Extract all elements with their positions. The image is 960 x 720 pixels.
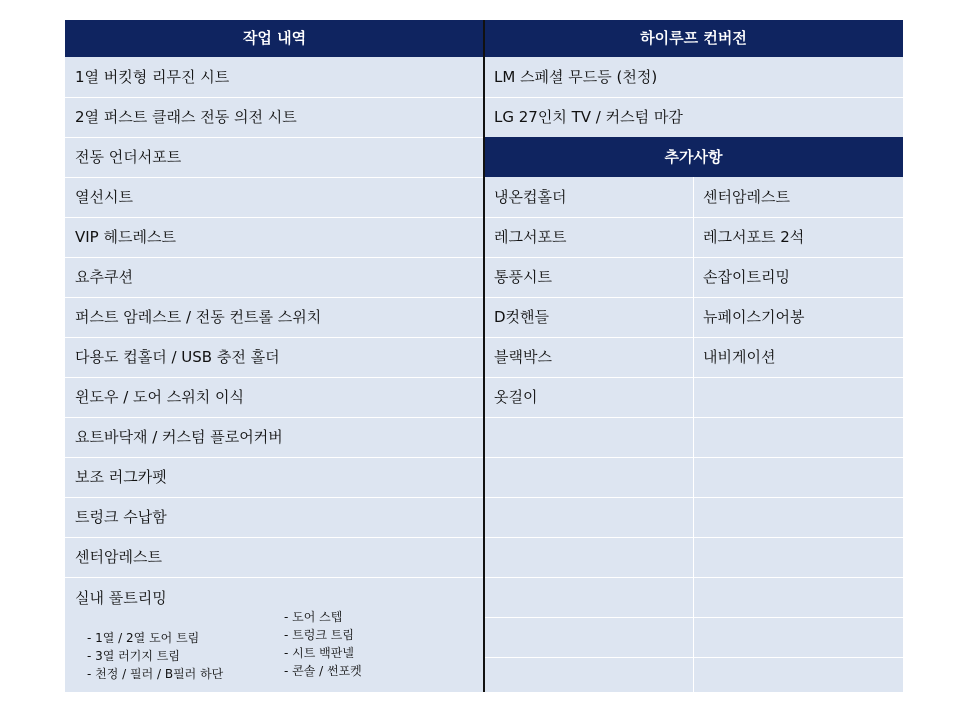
additional-item: 레그서포트 2석: [693, 217, 903, 257]
high-roof-item-1: LM 스페셜 무드등 (천정): [484, 57, 903, 97]
work-item-interior-trimming: [65, 577, 484, 692]
trim-left-item: - 천정 / 필러 / B필러 하단: [87, 667, 224, 681]
row-divider: [65, 537, 484, 538]
row-divider: [65, 177, 484, 178]
work-item-14: 실내 풀트리밍: [75, 589, 167, 607]
column-divider: [693, 177, 694, 692]
additional-item: 옷걸이: [484, 377, 693, 417]
trim-right-item: - 도어 스텝: [284, 610, 343, 624]
header-additional: 추가사항: [484, 137, 903, 177]
row-divider: [65, 457, 484, 458]
high-roof-item-2: LG 27인치 TV / 커스텀 마감: [484, 97, 903, 137]
work-item-11: 보조 러그카펫: [65, 457, 484, 497]
row-divider: [484, 97, 903, 98]
work-item-13: 센터암레스트: [65, 537, 484, 577]
work-item-8: 다용도 컵홀더 / USB 충전 홀더: [65, 337, 484, 377]
row-divider: [65, 337, 484, 338]
additional-item: 냉온컵홀더: [484, 177, 693, 217]
header-high-roof: 하이루프 컨버전: [484, 20, 903, 57]
work-item-12: 트렁크 수납함: [65, 497, 484, 537]
trim-right-item: - 트렁크 트림: [284, 628, 354, 642]
trim-right-item: - 콘솔 / 썬포켓: [284, 664, 362, 678]
trim-left-item: - 1열 / 2열 도어 트림: [87, 631, 200, 645]
trim-list-right: [284, 608, 362, 680]
row-divider: [65, 97, 484, 98]
additional-item: 내비게이션: [693, 337, 903, 377]
additional-item: 레그서포트: [484, 217, 693, 257]
work-item-6: 요추쿠션: [65, 257, 484, 297]
additional-item: D컷핸들: [484, 297, 693, 337]
row-divider: [65, 217, 484, 218]
row-divider: [65, 377, 484, 378]
additional-item: 뉴페이스기어봉: [693, 297, 903, 337]
additional-item: 손잡이트리밍: [693, 257, 903, 297]
trim-right-item: - 시트 백판넬: [284, 646, 354, 660]
empty-cell: [693, 417, 903, 692]
work-item-9: 윈도우 / 도어 스위치 이식: [65, 377, 484, 417]
trim-left-item: - 3열 러기지 트림: [87, 649, 180, 663]
empty-cell: [484, 417, 693, 692]
work-item-7: 퍼스트 암레스트 / 전동 컨트롤 스위치: [65, 297, 484, 337]
row-divider: [65, 497, 484, 498]
work-table: [65, 20, 903, 692]
additional-item: 통풍시트: [484, 257, 693, 297]
row-divider: [65, 577, 484, 578]
row-divider: [65, 257, 484, 258]
additional-item: 블랙박스: [484, 337, 693, 377]
row-divider: [65, 297, 484, 298]
work-item-4: 열선시트: [65, 177, 484, 217]
work-item-3: 전동 언더서포트: [65, 137, 484, 177]
work-item-5: VIP 헤드레스트: [65, 217, 484, 257]
trim-list-left: [87, 629, 223, 683]
work-item-10: 요트바닥재 / 커스텀 플로어커버: [65, 417, 484, 457]
center-divider: [483, 20, 485, 692]
header-work-history: 작업 내역: [65, 20, 484, 57]
additional-item: 센터암레스트: [693, 177, 903, 217]
row-divider: [65, 417, 484, 418]
work-item-2: 2열 퍼스트 클래스 전동 의전 시트: [65, 97, 484, 137]
work-item-1: 1열 버킷형 리무진 시트: [65, 57, 484, 97]
additional-item: [693, 377, 903, 417]
row-divider: [65, 137, 484, 138]
